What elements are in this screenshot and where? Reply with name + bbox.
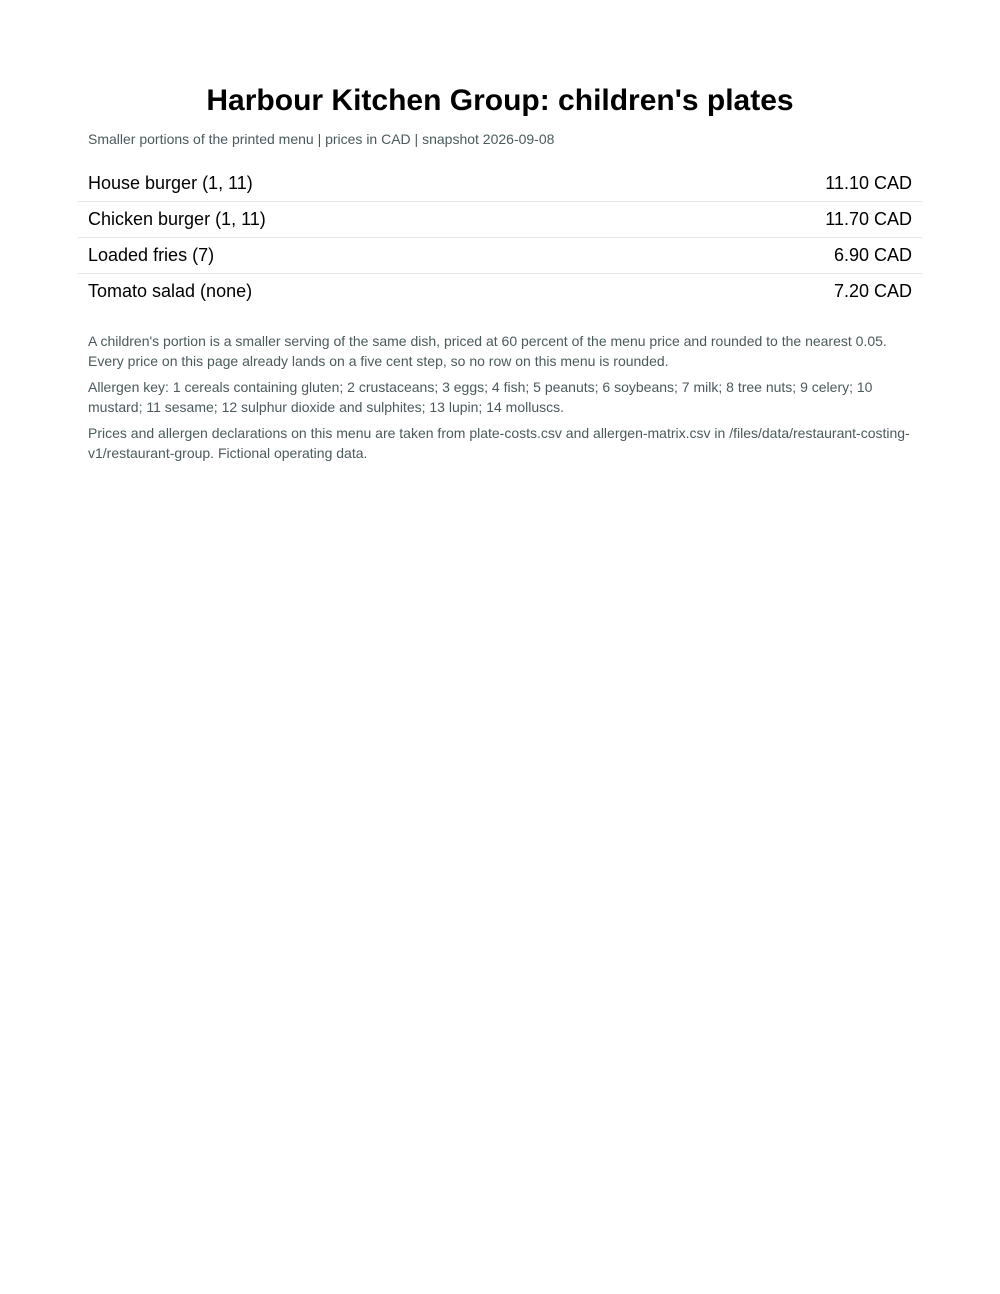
list-item	[78, 202, 922, 238]
footnotes	[78, 331, 922, 463]
source-note: Prices and allergen declarations on this menu are taken from plate-costs.csv and allergen-matrix.csv in /files/data/restaurant-costing-v1/restaurant-group. Fictional operating data.	[88, 425, 910, 461]
item-price: 7.20 CAD	[833, 281, 912, 301]
item-name: Loaded fries (7)	[88, 245, 215, 265]
item-name: Tomato salad (none)	[88, 281, 253, 301]
item-price: 6.90 CAD	[833, 245, 912, 265]
item-price: 11.70 CAD	[825, 209, 912, 229]
page-subtitle: Smaller portions of the printed menu | prices in CAD | snapshot 2026-09-08	[88, 131, 555, 147]
menu-list	[78, 166, 922, 309]
list-item	[78, 238, 922, 274]
list-item	[78, 166, 922, 202]
item-name: Chicken burger (1, 11)	[88, 209, 266, 229]
item-price: 11.10 CAD	[825, 173, 912, 193]
page-title: Harbour Kitchen Group: children's plates	[206, 84, 794, 117]
list-item	[78, 274, 922, 309]
portion-note: A children's portion is a smaller serving of the same dish, priced at 60 percent of the menu price and rounded to the nearest 0.05. Every price on this page already lands on a five cent step, so no row on this menu is rounded.	[88, 333, 887, 369]
allergen-key-note: Allergen key: 1 cereals containing gluten; 2 crustaceans; 3 eggs; 4 fish; 5 peanuts; 6 soybeans; 7 milk; 8 tree nuts; 9 celery; 10 mustard; 11 sesame; 12 sulphur dioxide and sulphites; 13 lupin; 14 molluscs.	[88, 379, 873, 415]
item-name: House burger (1, 11)	[88, 173, 253, 193]
